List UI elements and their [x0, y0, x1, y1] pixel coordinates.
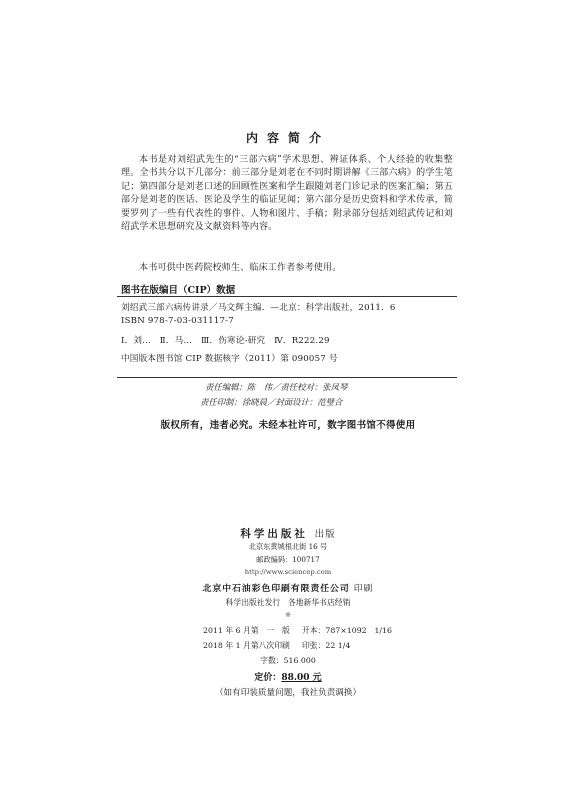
cip-bottom-rule — [117, 377, 457, 378]
quality-note: （如有印装质量问题，我社负责调换） — [214, 688, 362, 698]
publisher-name — [0, 526, 576, 541]
editor-credits: 责任编辑：陈 伟／责任校对：张凤琴 — [205, 382, 348, 392]
printer-suffix: 印刷 — [353, 584, 374, 594]
cip-record-number: 中国版本图书馆 CIP 数据核字（2011）第 090057 号 — [121, 354, 338, 364]
cip-heading: 图书在版编目（CIP）数据 — [121, 285, 236, 296]
publisher-url: http://www.sciencep.com — [244, 568, 332, 576]
cip-top-rule — [117, 296, 457, 297]
printer-name-text: 北京中石油彩色印刷有限责任公司 — [202, 584, 350, 594]
distribution-line: 科学出版社发行 各地新华书店经销 — [225, 598, 351, 607]
intro-usage-paragraph: 本书可供中医药院校师生、临床工作者参考使用。 — [139, 263, 342, 273]
printer-name — [0, 581, 576, 594]
publisher-suffix: 出版 — [314, 529, 336, 540]
cip-title-line: 刘绍武三部六病传讲录／马文辉主编．—北京：科学出版社，2011．6 — [121, 303, 396, 313]
reprint-info: 2018 年 1 月第八次印刷 — [203, 641, 290, 650]
cip-isbn: ISBN 978-7-03-031117-7 — [121, 316, 234, 326]
publisher-address: 北京东黄城根北街 16 号 — [248, 542, 328, 551]
production-credits: 责任印制：徐晓晨／封面设计：范璧合 — [200, 397, 343, 407]
first-edition: 2011 年 6 月第 一 版 — [203, 626, 290, 635]
rights-notice: 版权所有，违者必究。未经本社许可，数字图书馆不得使用 — [160, 420, 416, 431]
word-count: 字数：516 000 — [260, 656, 316, 665]
price-line — [0, 670, 576, 683]
sheet-count: 印张：22 1/4 — [302, 641, 351, 650]
page-format: 开本：787×1092 1/16 — [302, 626, 392, 635]
publisher-postcode: 邮政编码：100717 — [256, 555, 320, 564]
separator-mark: ※ — [285, 611, 291, 619]
intro-paragraph: 本书是对刘绍武先生的“三部六病”学术思想、辨证体系、个人经验的收集整理。全书共分以下几部分：前三部分是刘老在不同时期讲解《三部六病》的学生笔记；第四部分是刘老口述的回顾性医案和学生跟随刘老门诊记录的医案汇编；第五部分是刘老的医话、医论及学生的临证见闻；第六部分是历史资料和学术传承，简要罗列了一些有代表性的事件、人物和图片、手稿；附录部分包括刘绍武传记和刘绍武学术思想研究及文献资料等内容。 — [121, 155, 453, 233]
cip-classification: Ⅰ．刘… Ⅱ．马… Ⅲ．伤寒论-研究 Ⅳ．R222.29 — [121, 336, 330, 346]
publisher-name-text: 科学出版社 — [240, 528, 308, 540]
intro-title: 内容简介 — [245, 131, 330, 145]
price-label: 定价： — [254, 673, 282, 683]
price-value: 88.00 元 — [281, 673, 322, 683]
